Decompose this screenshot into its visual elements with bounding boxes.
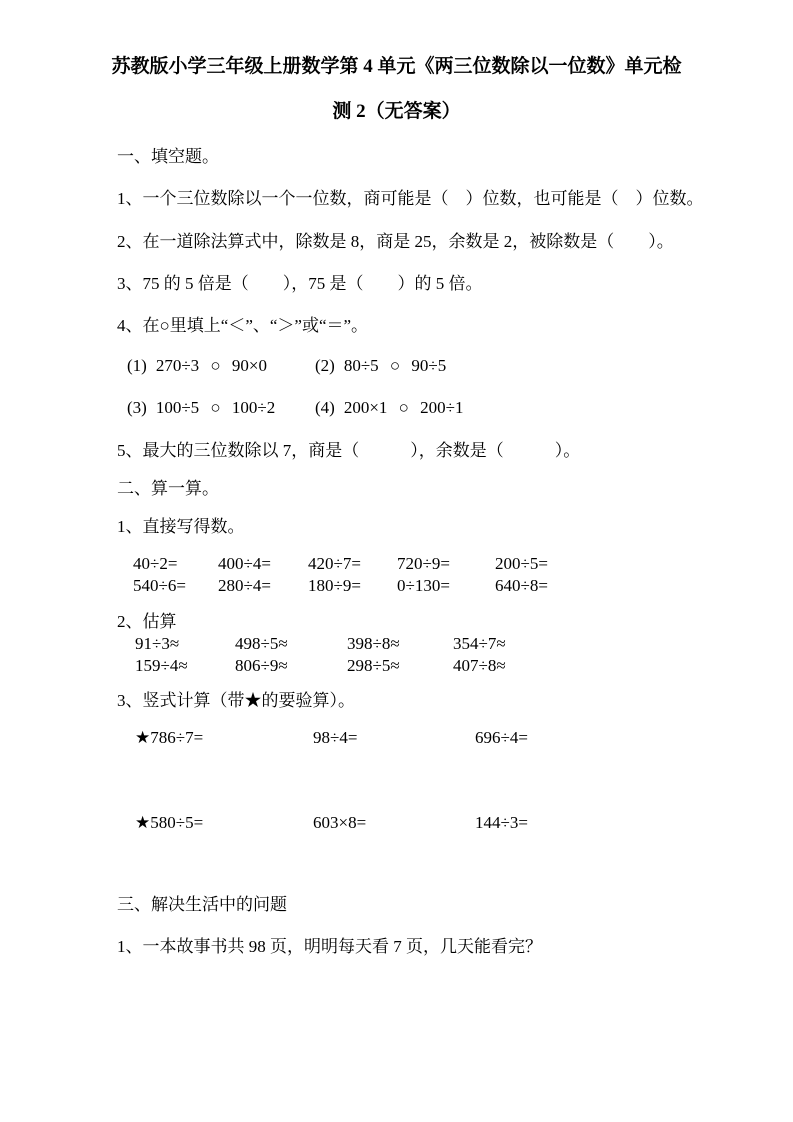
vertical-calc-row-1 (0, 727, 793, 749)
fill-question-1: 1、一个三位数除以一个一位数，商可能是（ ）位数，也可能是（ ）位数。 (117, 189, 704, 208)
vertical-calc-item-starred: ★786÷7= (135, 728, 204, 747)
vertical-calc-row-2 (0, 812, 793, 834)
estimate-item: 91÷3≈ (135, 634, 180, 653)
word-problem-1: 1、一本故事书共 98 页，明明每天看 7 页，几天能看完？ (117, 937, 542, 956)
document-title-line1: 苏教版小学三年级上册数学第 4 单元《两三位数除以一位数》单元检 (111, 56, 682, 77)
compare-item-number: (2) (315, 356, 335, 375)
direct-calc-item: 540÷6= (133, 576, 186, 595)
direct-calc-item: 280÷4= (218, 576, 271, 595)
compare-item-expression: 100÷5 ○ 100÷2 (155, 398, 276, 417)
vertical-calc-item: 98÷4= (313, 728, 358, 747)
direct-calc-item: 400÷4= (218, 554, 271, 573)
direct-calc-item: 40÷2= (133, 554, 178, 573)
vertical-calc-item: 603×8= (313, 813, 367, 832)
vertical-calc-item-starred: ★580÷5= (135, 813, 204, 832)
compare-row-2 (0, 397, 793, 419)
estimate-item: 806÷9≈ (235, 656, 288, 675)
direct-calc-heading: 1、直接写得数。 (117, 517, 245, 536)
fill-question-3: 3、75 的 5 倍是（ ），75 是（ ）的 5 倍。 (117, 274, 483, 293)
compare-item-2 (315, 355, 446, 377)
compare-item-number: (4) (315, 398, 335, 417)
compare-item-number: (1) (127, 356, 147, 375)
fill-question-2: 2、在一道除法算式中，除数是 8，商是 25，余数是 2，被除数是（ ）。 (117, 232, 674, 251)
direct-calc-row-2 (0, 575, 793, 597)
compare-item-expression: 200×1 ○ 200÷1 (343, 398, 464, 417)
vertical-calc-item: 696÷4= (475, 728, 528, 747)
direct-calc-row-1 (0, 553, 793, 575)
fill-question-5: 5、最大的三位数除以 7，商是（ ），余数是（ ）。 (117, 441, 581, 460)
compare-item-4 (315, 397, 464, 419)
estimate-item: 407÷8≈ (453, 656, 506, 675)
estimate-item: 498÷5≈ (235, 634, 288, 653)
compare-row-1 (0, 355, 793, 377)
estimate-row-2 (0, 655, 793, 677)
direct-calc-item: 0÷130= (397, 576, 450, 595)
estimate-item: 354÷7≈ (453, 634, 506, 653)
estimate-item: 159÷4≈ (135, 656, 188, 675)
compare-item-number: (3) (127, 398, 147, 417)
section-heading-word-problems: 三、解决生活中的问题 (117, 895, 287, 914)
estimate-heading: 2、估算 (117, 612, 177, 631)
estimate-item: 298÷5≈ (347, 656, 400, 675)
compare-item-1 (127, 355, 267, 377)
direct-calc-item: 200÷5= (495, 554, 548, 573)
vertical-calc-item: 144÷3= (475, 813, 528, 832)
direct-calc-item: 180÷9= (308, 576, 361, 595)
direct-calc-item: 720÷9= (397, 554, 450, 573)
direct-calc-item: 640÷8= (495, 576, 548, 595)
direct-calc-item: 420÷7= (308, 554, 361, 573)
section-heading-fill-in: 一、填空题。 (117, 147, 219, 166)
compare-item-expression: 270÷3 ○ 90×0 (155, 356, 268, 375)
fill-question-4: 4、在○里填上“＜”、“＞”或“＝”。 (117, 316, 369, 335)
estimate-item: 398÷8≈ (347, 634, 400, 653)
vertical-calc-heading: 3、竖式计算（带★的要验算）。 (117, 691, 355, 710)
section-heading-calculate: 二、算一算。 (117, 479, 219, 498)
compare-item-expression: 80÷5 ○ 90÷5 (343, 356, 447, 375)
compare-item-3 (127, 397, 275, 419)
estimate-row-1 (0, 633, 793, 655)
document-title-line2: 测 2（无答案） (332, 101, 461, 122)
